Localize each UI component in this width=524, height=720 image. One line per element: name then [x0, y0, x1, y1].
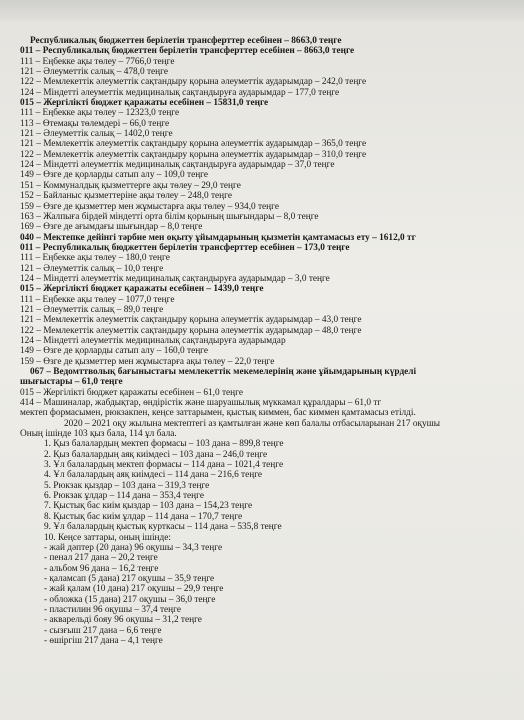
text-line: 111 – Еңбекке ақы төлеу – 1077,0 теңге	[20, 294, 175, 305]
text-line: - альбом 96 дана – 16,2 теңге	[44, 563, 159, 574]
text-line: 414 – Машиналар, жабдықтар, өндірістік және шаруашылық мүккамал құралдары – 61,0 тг	[20, 398, 382, 409]
text-line: 124 – Міндетті әлеуметтік медициналық сақтандыруға аударымдар	[20, 335, 286, 346]
text-line: 169 – Өзге де ағымдағы шығындар – 8,0 теңге	[20, 222, 203, 233]
text-line: 3. Ұл балалардың мектеп формасы – 114 дана – 1021,4 теңге	[44, 460, 284, 471]
text-line: 121 – Әлеуметтік салық – 478,0 теңге	[20, 67, 168, 78]
text-line: 2. Қыз балалардың аяқ киімдесі – 103 дана – 246,0 теңге	[44, 449, 268, 460]
text-line: - пенал 217 дана – 20,2 теңге	[44, 553, 158, 564]
text-line: 163 – Жалпыға бірдей міндетті орта білім қорының шығындары – 8,0 теңге	[20, 211, 319, 222]
text-line: 067 – Ведомттволық бағыныстағы мемлекеттік мекемелерінің және ұйымдарының күрделі	[30, 367, 417, 377]
text-line: 4. Ұл балалардың аяқ киімдесі – 114 дана – 216,6 теңге	[44, 470, 263, 481]
text-line: 9. Ұл балалардың қыстық курткасы – 114 дана – 535,8 теңге	[44, 522, 282, 533]
text-line: 10. Кеңсе заттары, оның ішінде:	[44, 532, 171, 543]
text-line: 122 – Мемлекеттік әлеуметтік сақтандыру қорына әлеуметтік аударымдар – 310,0 теңге	[20, 149, 367, 160]
text-line: 122 – Мемлекеттік әлеуметтік сақтандыру қорына әлеуметтік аударымдар – 48,0 теңге	[20, 325, 362, 336]
text-line: 113 – Өтемақы төлемдері – 66,0 теңге	[20, 118, 170, 129]
text-line: 124 – Міндетті әлеуметтік медициналық сақтандыруға аударымдар – 37,0 теңге	[20, 160, 335, 171]
text-line: 7. Қыстық бас киім қыздар – 103 дана – 154,23 теңге	[44, 501, 253, 512]
text-line: 159 – Өзге де қызметтер мен жұмыстарға ақы төлеу – 934,0 теңге	[20, 201, 279, 212]
text-line: 121 – Әлеуметтік салық – 89,0 теңге	[20, 304, 164, 315]
text-line: 2020 – 2021 оқу жылына мектептегі аз қамтылған және көп балалы отбасыларынан 217 оқушы	[64, 418, 441, 429]
text-line: - пластилин 96 оқушы – 37,4 теңге	[44, 604, 181, 615]
text-line: - жай дәптер (20 дана) 96 оқушы – 34,3 теңге	[44, 542, 223, 553]
text-line: - өшіргіш 217 дана – 4,1 теңге	[44, 635, 163, 646]
text-line: 121 – Әлеуметтік салық – 10,0 теңге	[20, 263, 164, 274]
text-line: 111 – Еңбекке ақы төлеу – 180,0 теңге	[20, 253, 170, 264]
text-line: 152 – Байланыс қызметтеріне ақы төлеу – 248,0 теңге	[20, 191, 232, 202]
text-line: 011 – Республикалық бюджеттен берілетін трансферттер есебінен – 173,0 теңге	[20, 242, 350, 253]
text-line: 121 – Әлеуметтік салық – 1402,0 теңге	[20, 129, 173, 140]
text-line: 5. Рюкзак қыздар – 103 дана – 319,3 теңге	[44, 480, 210, 491]
text-line: 124 – Міндетті әлеуметтік медициналық сақтандыруға аударымдар – 3,0 теңге	[20, 273, 330, 284]
text-line: 111 – Еңбекке ақы төлеу – 12323,0 теңге	[20, 108, 180, 119]
text-line: 121 – Мемлекеттік әлеуметтік сақтандыру қорына әлеуметтік аударымдар – 365,0 теңге	[20, 139, 367, 150]
text-line: 015 – Жергілікті бюджет қаражаты есебінен – 61,0 теңге	[20, 387, 243, 398]
document-body	[20, 36, 514, 646]
text-line: 015 – Жергілікті бюджет қаражаты есебінен – 1439,0 теңге	[20, 284, 264, 295]
text-line: - жай қалам (10 дана) 217 оқушы – 29,9 теңге	[44, 584, 224, 595]
text-line: Оның ішінде 103 қыз бала, 114 ұл бала.	[20, 429, 177, 440]
text-line: - акварельді бояу 96 оқушы – 31,2 теңге	[44, 615, 202, 626]
text-line: 111 – Еңбекке ақы төлеу – 7766,0 теңге	[20, 56, 175, 67]
text-line: мектеп формасымен, рюкзакпен, кеңсе заттарымен, қыстық киммен, бас киммен қамтамасыз етілді.	[20, 408, 416, 419]
text-line: 151 – Коммуналдық қызметтерге ақы төлеу – 29,0 теңге	[20, 180, 241, 191]
text-line: - обложка (15 дана) 217 оқушы – 36,0 теңге	[44, 594, 216, 605]
text-line: 149 – Өзге де қорларды сатып алу – 160,0 теңге	[20, 346, 208, 357]
text-line: 149 – Өзге де қорларды сатып алу – 109,0 теңге	[20, 170, 208, 181]
text-line: 040 – Мектепке дейінгі тәрбие мен оқыту ұйымдарының қызметін қамтамасыз ету – 1612,0 тг	[20, 232, 416, 243]
text-line: 121 – Мемлекеттік әлеуметтік сақтандыру қорына әлеуметтік аударымдар – 43,0 теңге	[20, 315, 362, 326]
text-line: 1. Қыз балалардың мектеп формасы – 103 дана – 899,8 теңге	[44, 439, 284, 450]
text-line: - қаламсап (5 дана) 217 оқушы – 35,9 теңге	[44, 573, 215, 584]
scan-top-edge	[0, 0, 524, 22]
text-line: - сызғыш 217 дана – 6,6 теңге	[44, 625, 162, 636]
text-line: 159 – Өзге де қызметтер мен жұмыстарға ақы төлеу – 22,0 теңге	[20, 356, 275, 367]
text-line: 011 – Республикалық бюджеттен берілетін трансферттер есебінен – 8663,0 теңге	[20, 46, 355, 57]
text-line: 015 – Жергілікті бюджет қаражаты есебінен – 15831,0 теңге	[20, 98, 269, 109]
text-line: шығыстары – 61,0 теңге	[20, 377, 123, 388]
text-line: 6. Рюкзак ұлдар – 114 дана – 353,4 теңге	[44, 491, 204, 502]
text-line: 8. Қыстық бас киім ұлдар – 114 дана – 170,7 теңге	[44, 511, 243, 522]
text-line: 122 – Мемлекеттік әлеуметтік сақтандыру қорына әлеуметтік аударымдар – 242,0 теңге	[20, 77, 367, 88]
text-line: Республикалық бюджеттен берілетін трансферттер есебінен – 8663,0 теңге	[30, 36, 342, 46]
text-line: 124 – Міндетті әлеуметтік медициналық сақтандыруға аударымдар – 177,0 теңге	[20, 87, 340, 98]
